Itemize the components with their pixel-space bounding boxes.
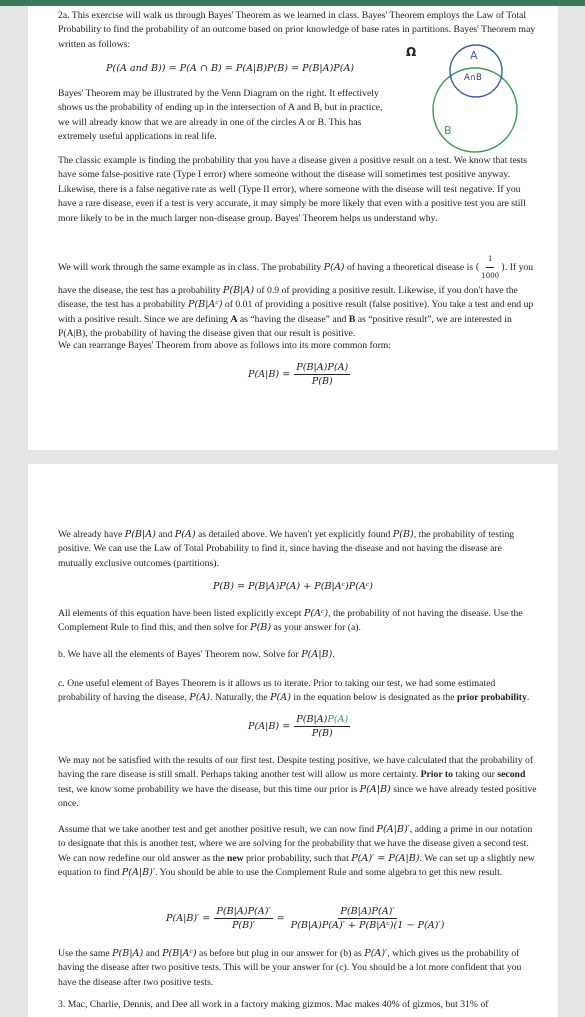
- omega-label: Ω: [406, 45, 417, 59]
- part-b-paragraph: b. We have all the elements of Bayes' Theorem now. Solve for P(A|B).: [58, 649, 335, 660]
- part-c-paragraph: c. One useful element of Bayes Theorem is it allows us to iterate. Prior to taking our test, we had some estimated probability of having the disease, P(A). Naturally, the P(A) in the equation below is designated as the prior probability.: [58, 678, 530, 704]
- circle-b-label: B: [444, 124, 452, 137]
- document-page-1: [28, 6, 558, 450]
- classic-example-paragraph: The classic example is finding the probability that you have a disease given a positive result on a test. We know that tests have some false-positive rate (Type I error) where someone without the disease will sometimes test positive anyway. Likewise, there is a false negative rate as well (Type II error), where someone with the disease will test negative. If you have a rare disease, even if a test is very accurate, it may simply be more likely that even with a positive test you are still more likely to be in the much larger non-disease group. Bayes' Theorem helps us understand why.: [58, 155, 528, 224]
- iterated-bayes-equation: P(A|B)′ = $\frac{P(B|A)P(A)'}{P(B)'}$ = $\frac{P(B|A)P(A)'}{\text{P(B|A)P(A)′ + P(B|Aᶜ)(1 − P(A)′)}}$: [166, 906, 445, 931]
- iteration-paragraph: Assume that we take another test and get another positive result, we can now find P(A|B)′, adding a prime in our notation to designate that this is another test, where we are solving for the probability that we have the disease given a second test. We can now redefine our old answer as the new prior probability, such that P(A)′ = P(A|B). We can set up a slightly new equation to find P(A|B)′. You should be able to use the Complement Rule and some algebra to get this new result.: [58, 824, 535, 879]
- second-test-paragraph: We may not be satisfied with the results of our first test. Despite testing positive, we have calculated that the probability of having the rare disease is still small. Perhaps taking another test will allow us more certainty. Prior to taking our second test, we know some probability we have the disease, but this time our prior is P(A|B) since we have already tested positive once.: [58, 755, 537, 810]
- bayes-prior-equation: P(A|B) = $\frac{P(B|A)P(A)}{P(B)}$: [248, 714, 349, 739]
- bayes-formula-joint: P((A and B)) = P(A ∩ B) = P(A|B)P(B) = P(B|A)P(A): [106, 63, 355, 74]
- part-c-answer-paragraph: Use the same P(B|A) and P(B|Aᶜ) as before but plug in our answer for (b) as P(A)′, which gives us the probability of having the disease after two positive tests. This will be your answer for (c). You should be a lot more confident that you have the disease after two positive tests.: [58, 948, 522, 988]
- pb-intro-paragraph: We already have P(B|A) and P(A) as detailed above. We haven't yet explicitly found P(B), the probability of testing positive. We can use the Law of Total Probability to find it, since having the disease and not having the disease are mutually exclusive outcomes (partitions).: [58, 529, 515, 569]
- rearrange-paragraph: We can rearrange Bayes' Theorem from above as follows into its more common form:: [58, 340, 392, 351]
- law-total-probability-equation: P(B) = P(B|A)P(A) + P(B|Aᶜ)P(Aᶜ): [212, 581, 374, 592]
- venn-paragraph: Bayes' Theorem may be illustrated by the Venn Diagram on the right. It effectively shows us the probability of ending up in the intersection of A and B, but in practice, we will already know that we are already in one of the circles A or B. This has extremely useful applications in real life.: [58, 88, 383, 143]
- intro-paragraph: 2a. This exercise will walk us through Bayes' Theorem as we learned in class. Bayes' Theorem employs the Law of Total Probability to find the probability of an outcome based on prior knowledge of base rates in partitions. Bayes' Theorem may written as follows:: [58, 10, 536, 50]
- prior-highlight: P(A): [327, 714, 349, 725]
- intersection-label: A∩B: [464, 73, 482, 83]
- complement-paragraph: All elements of this equation have been listed explicitly except P(Aᶜ), the probability of not having the disease. Use the Complement Rule to find this, and then solve for P(B) as your answer for (a).: [58, 608, 523, 634]
- worked-example-paragraph: We will work through the same example as in class. The probability P(A) of having a theoretical disease is ( $\frac{1}{1000}$ ). If you have the disease, the test has a probability P(B|A) of 0.9 of providing a positive result. Likewise, if you don't have the disease, the test has a probability P(B|Aᶜ) of 0.01 of providing a positive result (false positive). You take a test and end up with a positive result. Since we are defining A as “having the disease” and B as “positive result”, we are interested in P(A|B), the probability of having the disease given that our result is positive.: [58, 252, 538, 341]
- venn-diagram: [404, 44, 544, 156]
- circle-a-label: A: [470, 49, 478, 62]
- question-3-paragraph: 3. Mac, Charlie, Dennis, and Dee all work in a factory making gizmos. Mac makes 40% of gizmos, but 31% of: [58, 999, 489, 1010]
- disease-rate-fraction: $\frac{1}{1000}$: [479, 252, 501, 284]
- document-page-2: [28, 464, 558, 1017]
- bayes-common-form: P(A|B) = $\frac{P(B|A)P(A)}{P(B)}$: [248, 362, 349, 387]
